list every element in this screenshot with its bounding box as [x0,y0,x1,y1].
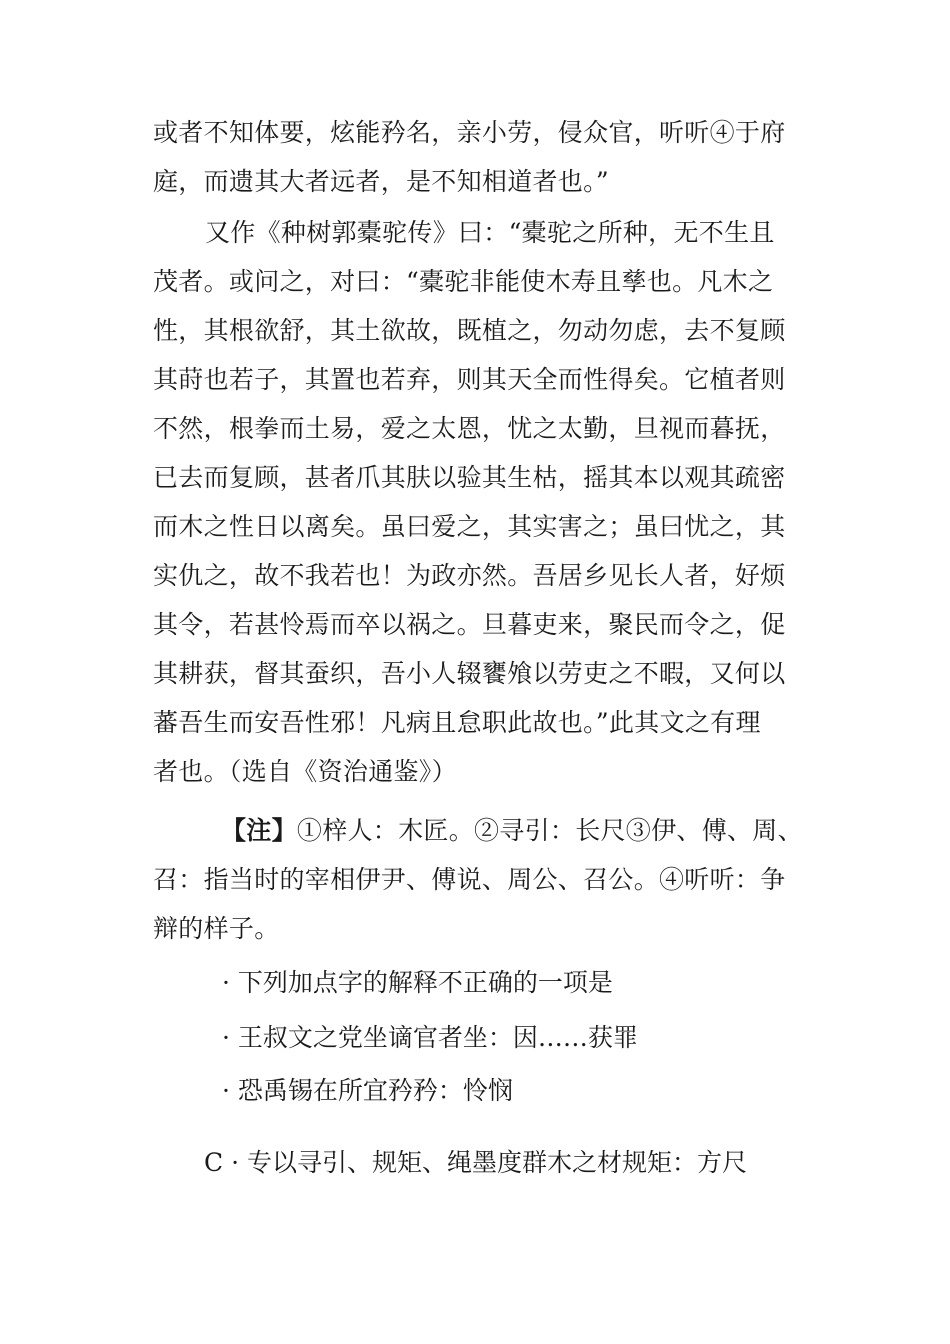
option-a: · 王叔文之党坐谪官者坐：因……获罪 [222,1023,638,1052]
footnote-line: 辩的样子。 [153,914,280,943]
footnote-label: 【注】 [221,816,297,845]
passage-line: 其耕获，督其蚕织，吾小人辍饔飧以劳吏之不暇，又何以 [153,659,786,688]
passage-paragraph-2 [153,208,808,796]
passage-line: 已去而复顾，甚者爪其肤以验其生枯，摇其本以观其疏密 [153,463,786,492]
footnote-line: 召：指当时的宰相伊尹、傅说、周公、召公。④听听：争 [153,865,786,894]
passage-paragraph-1 [153,108,808,206]
footnote-block [153,806,808,953]
question-stem: · 下列加点字的解释不正确的一项是 [222,968,613,997]
option-b: · 恐禹锡在所宜矜矜：怜悯 [222,1076,513,1105]
passage-line: 性，其根欲舒，其土欲故，既植之，勿动勿虑，去不复顾 [153,316,786,345]
passage-line: 其莳也若子，其置也若弃，则其天全而性得矣。它植者则 [153,365,786,394]
passage-line: 庭，而遗其大者远者，是不知相道者也。” [153,167,609,196]
passage-line: 茂者。或问之，对曰：“橐驼非能使木寿且孳也。凡木之 [153,267,774,296]
passage-line: 者也。（选自《资治通鉴》） [153,757,457,786]
passage-line: 其令，若甚怜焉而卒以祸之。旦暮吏来，聚民而令之，促 [153,610,786,639]
passage-line: 而木之性日以离矣。虽曰爱之，其实害之；虽曰忧之，其 [153,512,786,541]
passage-line: 不然，根拳而土易，爱之太恩，忧之太勤，旦视而暮抚， [153,414,786,443]
passage-line: 蕃吾生而安吾性邪！凡病且怠职此故也。”此其文之有理 [153,708,761,737]
footnote-text: ①梓人：木匠。②寻引：长尺③伊、傅、周、 [296,816,803,845]
passage-line: 或者不知体要，炫能矜名，亲小劳，侵众官，听听④于府 [153,118,786,147]
option-c: C · 专以寻引、规矩、绳墨度群木之材规矩：方尺 [204,1148,747,1177]
passage-line: 又作《种树郭橐驼传》曰：“橐驼之所种，无不生且 [205,218,775,247]
footnote-line [153,806,808,855]
passage-line: 实仇之，故不我若也！为政亦然。吾居乡见长人者，好烦 [153,561,786,590]
